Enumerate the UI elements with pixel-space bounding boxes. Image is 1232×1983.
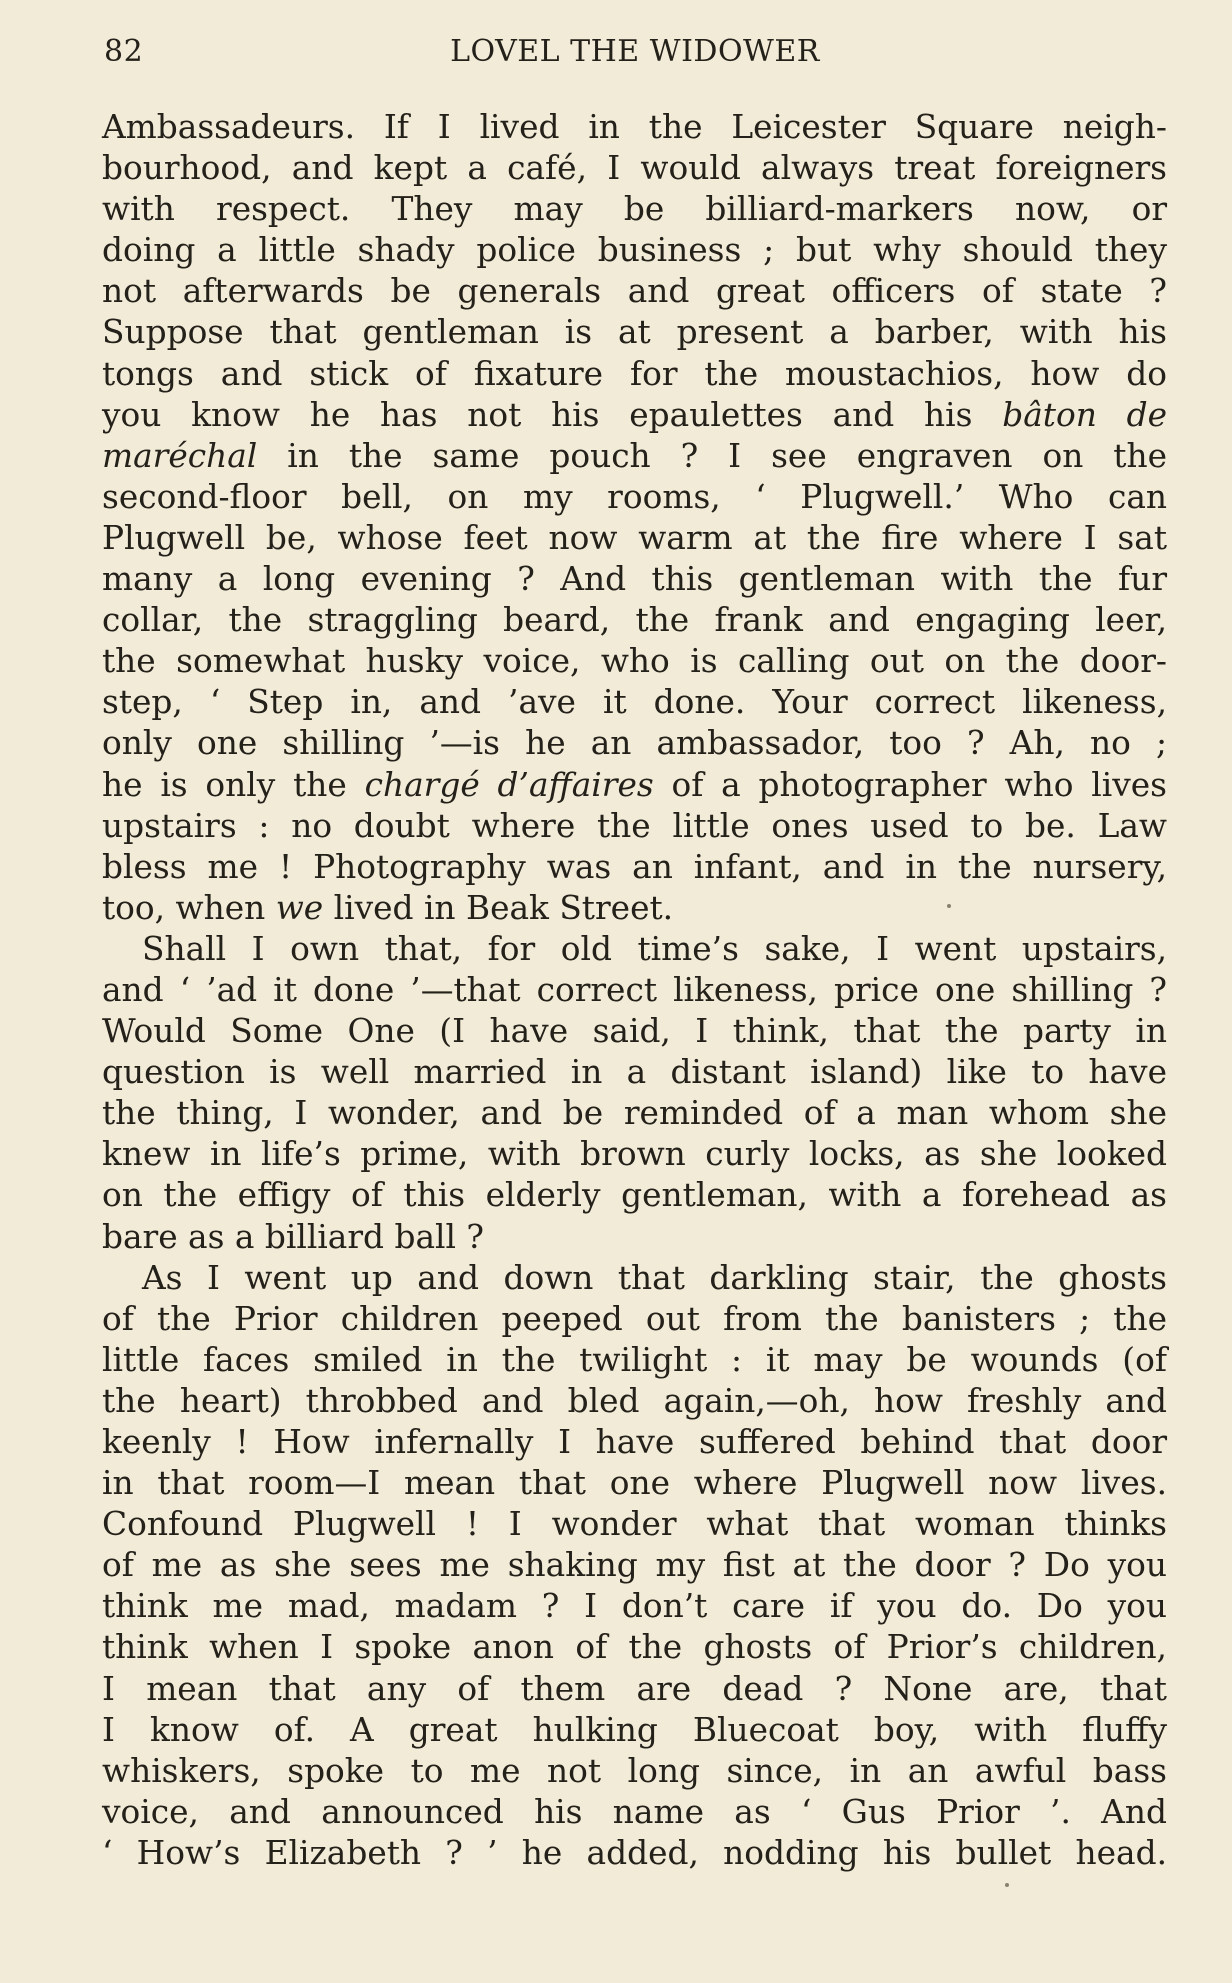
text-line: whiskers, spoke to me not long since, in an awful bass — [102, 1751, 1167, 1790]
text-line: little faces smiled in the twilight : it may be wounds (of — [102, 1340, 1167, 1379]
text-line: bourhood, and kept a café, I would always treat foreigners — [102, 149, 1167, 188]
text-line: Would Some One (I have said, I think, that the party in — [102, 1012, 1167, 1051]
text-line: doing a little shady police business ; but why should they — [102, 231, 1167, 270]
text-line: keenly ! How infernally I have suffered behind that door — [102, 1423, 1167, 1461]
italic-phrase: chargé d’affaires — [364, 765, 654, 804]
text-line: question is well married in a distant island) like to have — [102, 1053, 1167, 1092]
text-line: step, ‘ Step in, and ’ave it done. Your correct likeness, — [102, 683, 1167, 722]
text-line: Ambassadeurs. If I lived in the Leicester Square neigh- — [102, 108, 1167, 146]
italic-phrase: bâton de — [1002, 395, 1167, 434]
text-line: Suppose that gentleman is at present a barber, with his — [102, 313, 1167, 352]
text-line: not afterwards be generals and great officers of state ? — [102, 272, 1167, 311]
italic-phrase: we — [275, 888, 324, 927]
page-header — [104, 30, 1166, 72]
running-title: LOVEL THE WIDOWER — [450, 34, 820, 69]
text-line: knew in life’s prime, with brown curly locks, as she looked — [102, 1135, 1167, 1174]
text-line: you know he has not his epaulettes and his bâton de — [102, 395, 1167, 434]
text-line: with respect. They may be billiard-markers now, or — [102, 190, 1167, 229]
paper-speck — [1005, 1883, 1009, 1887]
text-line: many a long evening ? And this gentleman with the fur — [102, 560, 1167, 599]
text-line: in that room—I mean that one where Plugwell now lives. — [102, 1464, 1167, 1503]
paper-speck — [947, 904, 951, 908]
page-number: 82 — [104, 34, 144, 69]
text-line: only one shilling ’—is he an ambassador, too ? Ah, no ; — [102, 724, 1167, 763]
text-line: the thing, I wonder, and be reminded of a man whom she — [102, 1094, 1167, 1133]
text-line: think when I spoke anon of the ghosts of Prior’s children, — [102, 1628, 1167, 1667]
text-line: of the Prior children peeped out from the banisters ; the — [102, 1299, 1167, 1338]
text-line: the heart) throbbed and bled again,—oh, how freshly and — [102, 1381, 1167, 1420]
text-line: As I went up and down that darkling stair, the ghosts — [142, 1258, 1167, 1297]
text-line: voice, and announced his name as ‘ Gus Prior ’. And — [102, 1792, 1167, 1831]
text-line: bare as a billiard ball ? — [102, 1217, 484, 1256]
text-line: Plugwell be, whose feet now warm at the fire where I sat — [102, 518, 1167, 557]
text-line: upstairs : no doubt where the little ones used to be. Law — [102, 806, 1167, 845]
text-line: and ‘ ’ad it done ’—that correct likeness, price one shilling ? — [102, 970, 1167, 1009]
text-line: of me as she sees me shaking my fist at the door ? Do you — [102, 1546, 1167, 1585]
text-line: think me mad, madam ? I don’t care if you do. Do you — [102, 1587, 1167, 1626]
text-line: the somewhat husky voice, who is calling out on the door- — [102, 642, 1167, 681]
text-line: bless me ! Photography was an infant, and in the nursery, — [102, 847, 1167, 886]
text-line: tongs and stick of fixature for the moustachios, how do — [102, 354, 1167, 393]
text-line: he is only the chargé d’affaires of a photographer who lives — [102, 765, 1167, 804]
text-line: Shall I own that, for old time’s sake, I went upstairs, — [142, 929, 1167, 968]
text-line: too, when we lived in Beak Street. — [102, 888, 674, 927]
text-line: on the effigy of this elderly gentleman, with a forehead as — [102, 1176, 1167, 1215]
text-line: ‘ How’s Elizabeth ? ’ he added, nodding his bullet head. — [102, 1833, 1167, 1872]
text-line: Confound Plugwell ! I wonder what that woman thinks — [102, 1505, 1167, 1544]
body-text — [102, 107, 1167, 1874]
text-line: maréchal in the same pouch ? I see engraven on the — [102, 436, 1167, 475]
italic-phrase: maréchal — [102, 436, 258, 475]
text-line: collar, the straggling beard, the frank and engaging leer, — [102, 601, 1167, 640]
text-line: I mean that any of them are dead ? None are, that — [102, 1669, 1167, 1708]
text-line: I know of. A great hulking Bluecoat boy, with fluffy — [102, 1710, 1167, 1749]
text-line: second-floor bell, on my rooms, ‘ Plugwell.’ Who can — [102, 477, 1167, 516]
